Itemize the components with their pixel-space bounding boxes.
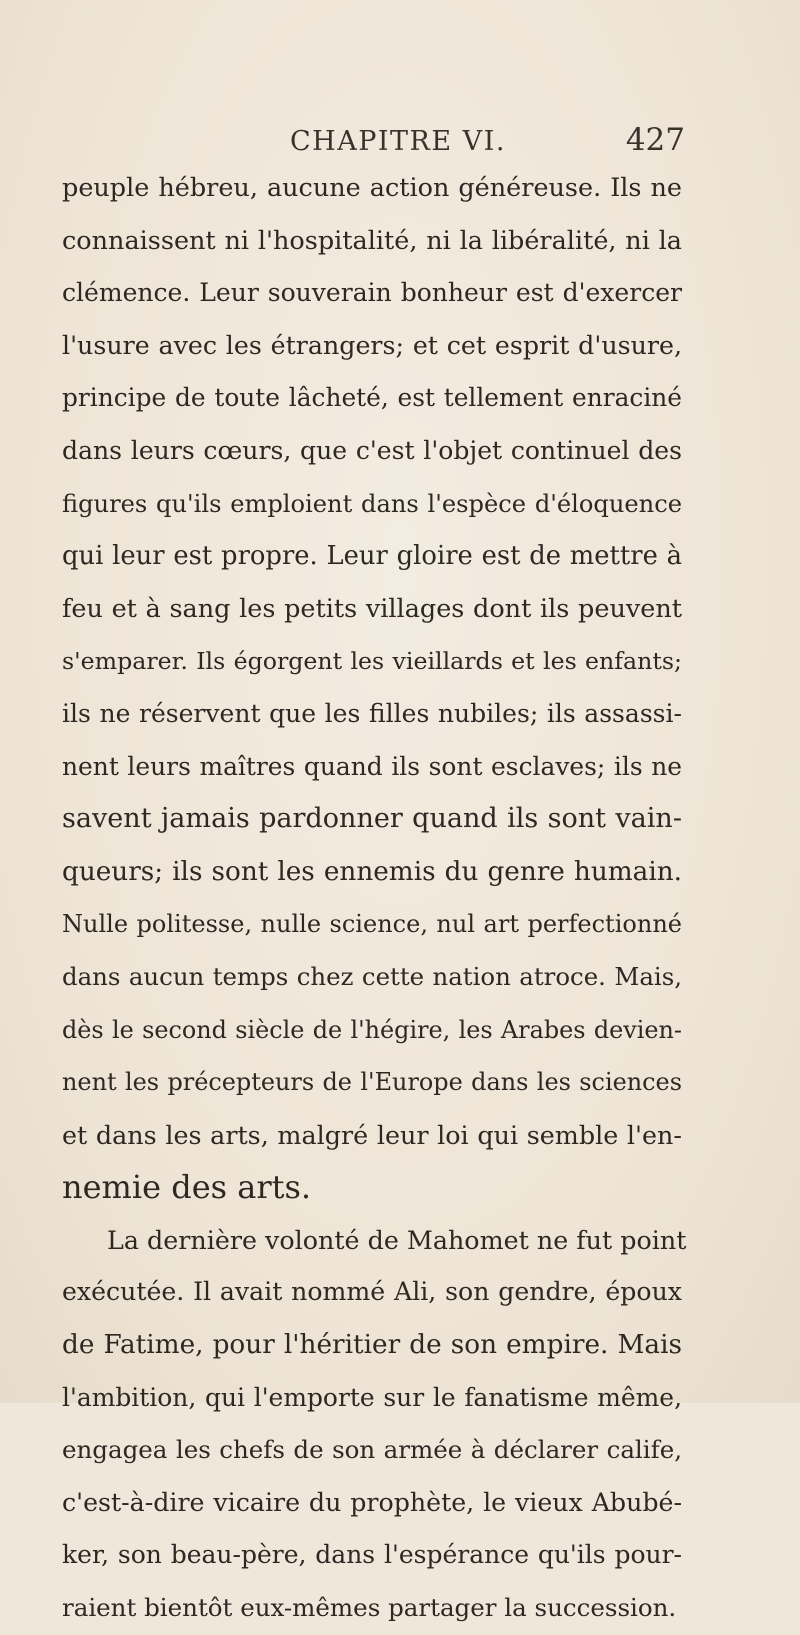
text-line: peuple hébreu, aucune action généreuse. Ils ne — [62, 173, 682, 203]
body-text — [62, 162, 687, 1635]
text-line: exécutée. Il avait nommé Ali, son gendre, époux — [62, 1277, 682, 1307]
paragraph-start-line: La dernière volonté de Mahomet ne fut point — [107, 1224, 687, 1255]
text-line: figures qu'ils emploient dans l'espèce d'éloquence — [62, 489, 682, 518]
page-number: 427 — [625, 122, 685, 158]
paragraph-end-line: nemie des arts. — [62, 1168, 312, 1207]
text-line: c'est-à-dire vicaire du prophète, le vieux Abubé- — [62, 1487, 682, 1517]
text-line: l'usure avec les étrangers; et cet esprit d'usure, — [62, 330, 682, 360]
text-line: l'ambition, qui l'emporte sur le fanatisme même, — [62, 1382, 682, 1412]
text-line: feu et à sang les petits villages dont ils peuvent — [62, 593, 682, 624]
text-line: et dans les arts, malgré leur loi qui semble l'en- — [62, 1119, 682, 1150]
text-line: qui leur est propre. Leur gloire est de mettre à — [62, 541, 682, 572]
text-line: clémence. Leur souverain bonheur est d'exercer — [62, 278, 682, 308]
text-line: principe de toute lâcheté, est tellement enraciné — [62, 383, 682, 413]
chapter-title: CHAPITRE VI. — [290, 126, 506, 157]
text-line: Nulle politesse, nulle science, nul art perfectionné — [62, 910, 682, 939]
text-line: engagea les chefs de son armée à déclarer calife, — [62, 1435, 682, 1465]
text-line: de Fatime, pour l'héritier de son empire. Mais — [62, 1330, 682, 1361]
text-line: dans leurs cœurs, que c'est l'objet continuel des — [62, 435, 682, 465]
text-line: connaissent ni l'hospitalité, ni la libéralité, ni la — [62, 225, 682, 256]
text-line: raient bientôt eux-mêmes partager la succession. — [62, 1593, 677, 1623]
text-line: ils ne réservent que les filles nubiles; ils assassi- — [62, 698, 682, 728]
text-line: dans aucun temps chez cette nation atroce. Mais, — [62, 961, 682, 991]
text-line: queurs; ils sont les ennemis du genre humain. — [62, 856, 682, 887]
text-line: s'emparer. Ils égorgent les vieillards et les enfants; — [62, 647, 682, 676]
text-line: dès le second siècle de l'hégire, les Arabes devien- — [62, 1015, 682, 1044]
text-line: nent les précepteurs de l'Europe dans les sciences — [62, 1068, 682, 1097]
text-line: nent leurs maîtres quand ils sont esclaves; ils ne — [62, 751, 682, 781]
text-line: ker, son beau-père, dans l'espérance qu'ils pour- — [62, 1540, 682, 1570]
text-line: savent jamais pardonner quand ils sont vain- — [62, 803, 682, 835]
